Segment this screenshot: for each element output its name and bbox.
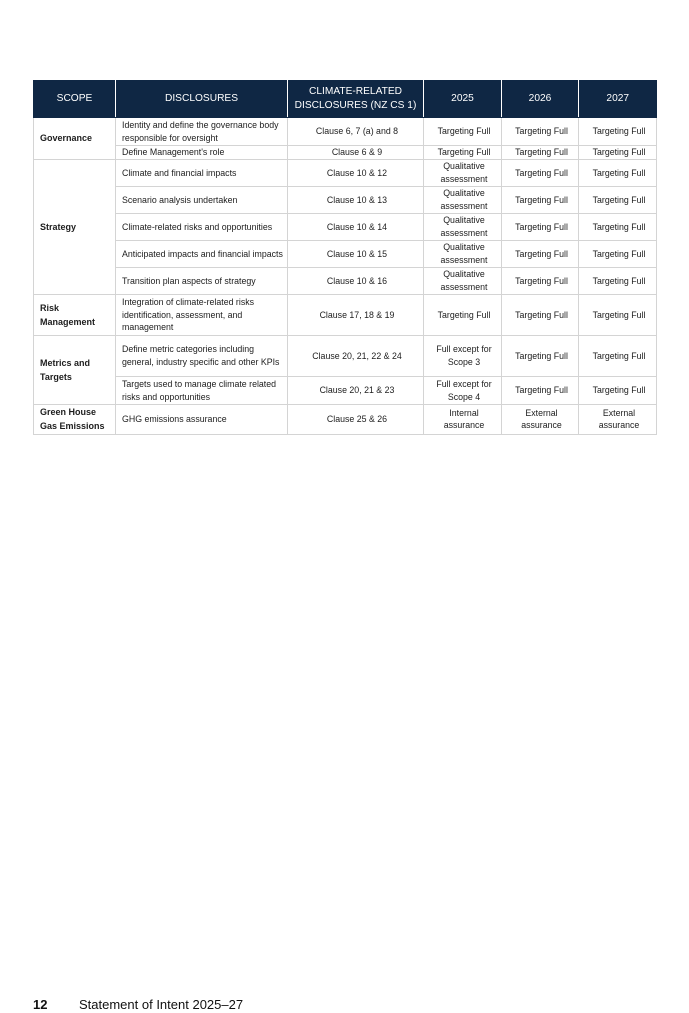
document-title: Statement of Intent 2025–27 [79,997,244,1012]
table-row [34,405,657,435]
header-2026: 2026 [502,80,579,118]
status-2025-cell: Qualitative assessment [424,268,502,295]
status-2025-cell: Full except for Scope 4 [424,377,502,405]
disclosure-cell: GHG emissions assurance [116,405,288,435]
status-2026-cell: Targeting Full [502,118,579,146]
status-2026-cell: Targeting Full [502,336,579,377]
page-footer [33,997,243,1013]
table-row [34,336,657,377]
scope-cell: Green House Gas Emissions [34,405,116,435]
status-2025-cell: Qualitative assessment [424,241,502,268]
status-2027-cell: Targeting Full [579,377,657,405]
scope-cell: Strategy [34,160,116,295]
status-2027-cell: Targeting Full [579,336,657,377]
disclosure-cell: Targets used to manage climate related risks and opportunities [116,377,288,405]
status-2027-cell: External assurance [579,405,657,435]
status-2027-cell: Targeting Full [579,268,657,295]
clause-cell: Clause 10 & 13 [288,187,424,214]
status-2027-cell: Targeting Full [579,118,657,146]
clause-cell: Clause 10 & 14 [288,214,424,241]
status-2025-cell: Qualitative assessment [424,160,502,187]
disclosure-cell: Scenario analysis undertaken [116,187,288,214]
table-row [34,241,657,268]
clause-cell: Clause 17, 18 & 19 [288,295,424,336]
status-2027-cell: Targeting Full [579,295,657,336]
climate-disclosures-table [33,80,657,435]
page-number: 12 [33,997,48,1012]
clause-cell: Clause 20, 21, 22 & 24 [288,336,424,377]
table-header-row [34,80,657,118]
table-row [34,187,657,214]
status-2027-cell: Targeting Full [579,146,657,160]
disclosure-cell: Define Management's role [116,146,288,160]
clause-cell: Clause 10 & 12 [288,160,424,187]
status-2027-cell: Targeting Full [579,241,657,268]
header-scope: SCOPE [34,80,116,118]
header-2025: 2025 [424,80,502,118]
status-2026-cell: Targeting Full [502,377,579,405]
status-2026-cell: Targeting Full [502,160,579,187]
table-row [34,146,657,160]
status-2025-cell: Qualitative assessment [424,214,502,241]
status-2026-cell: Targeting Full [502,241,579,268]
status-2025-cell: Targeting Full [424,295,502,336]
clause-cell: Clause 10 & 15 [288,241,424,268]
disclosure-cell: Climate and financial impacts [116,160,288,187]
disclosure-cell: Integration of climate-related risks identification, assessment, and management [116,295,288,336]
table-row [34,295,657,336]
table-row [34,160,657,187]
status-2026-cell: Targeting Full [502,214,579,241]
clause-cell: Clause 20, 21 & 23 [288,377,424,405]
status-2026-cell: Targeting Full [502,295,579,336]
table-row [34,214,657,241]
disclosure-cell: Identity and define the governance body responsible for oversight [116,118,288,146]
status-2026-cell: Targeting Full [502,146,579,160]
table-row [34,118,657,146]
clause-cell: Clause 6, 7 (a) and 8 [288,118,424,146]
scope-cell: Risk Management [34,295,116,336]
status-2027-cell: Targeting Full [579,214,657,241]
disclosure-cell: Climate-related risks and opportunities [116,214,288,241]
header-2027: 2027 [579,80,657,118]
scope-cell: Governance [34,118,116,160]
status-2025-cell: Targeting Full [424,118,502,146]
clause-cell: Clause 10 & 16 [288,268,424,295]
disclosure-cell: Transition plan aspects of strategy [116,268,288,295]
status-2027-cell: Targeting Full [579,187,657,214]
status-2025-cell: Full except for Scope 3 [424,336,502,377]
table-row [34,377,657,405]
header-climate-disclosures: CLIMATE-RELATED DISCLOSURES (NZ CS 1) [288,80,424,118]
status-2025-cell: Targeting Full [424,146,502,160]
header-disclosures: DISCLOSURES [116,80,288,118]
status-2025-cell: Internal assurance [424,405,502,435]
scope-cell: Metrics and Targets [34,336,116,405]
status-2026-cell: External assurance [502,405,579,435]
disclosure-cell: Anticipated impacts and financial impacts [116,241,288,268]
status-2025-cell: Qualitative assessment [424,187,502,214]
clause-cell: Clause 25 & 26 [288,405,424,435]
status-2026-cell: Targeting Full [502,268,579,295]
disclosure-cell: Define metric categories including general, industry specific and other KPIs [116,336,288,377]
clause-cell: Clause 6 & 9 [288,146,424,160]
status-2027-cell: Targeting Full [579,160,657,187]
table-row [34,268,657,295]
status-2026-cell: Targeting Full [502,187,579,214]
